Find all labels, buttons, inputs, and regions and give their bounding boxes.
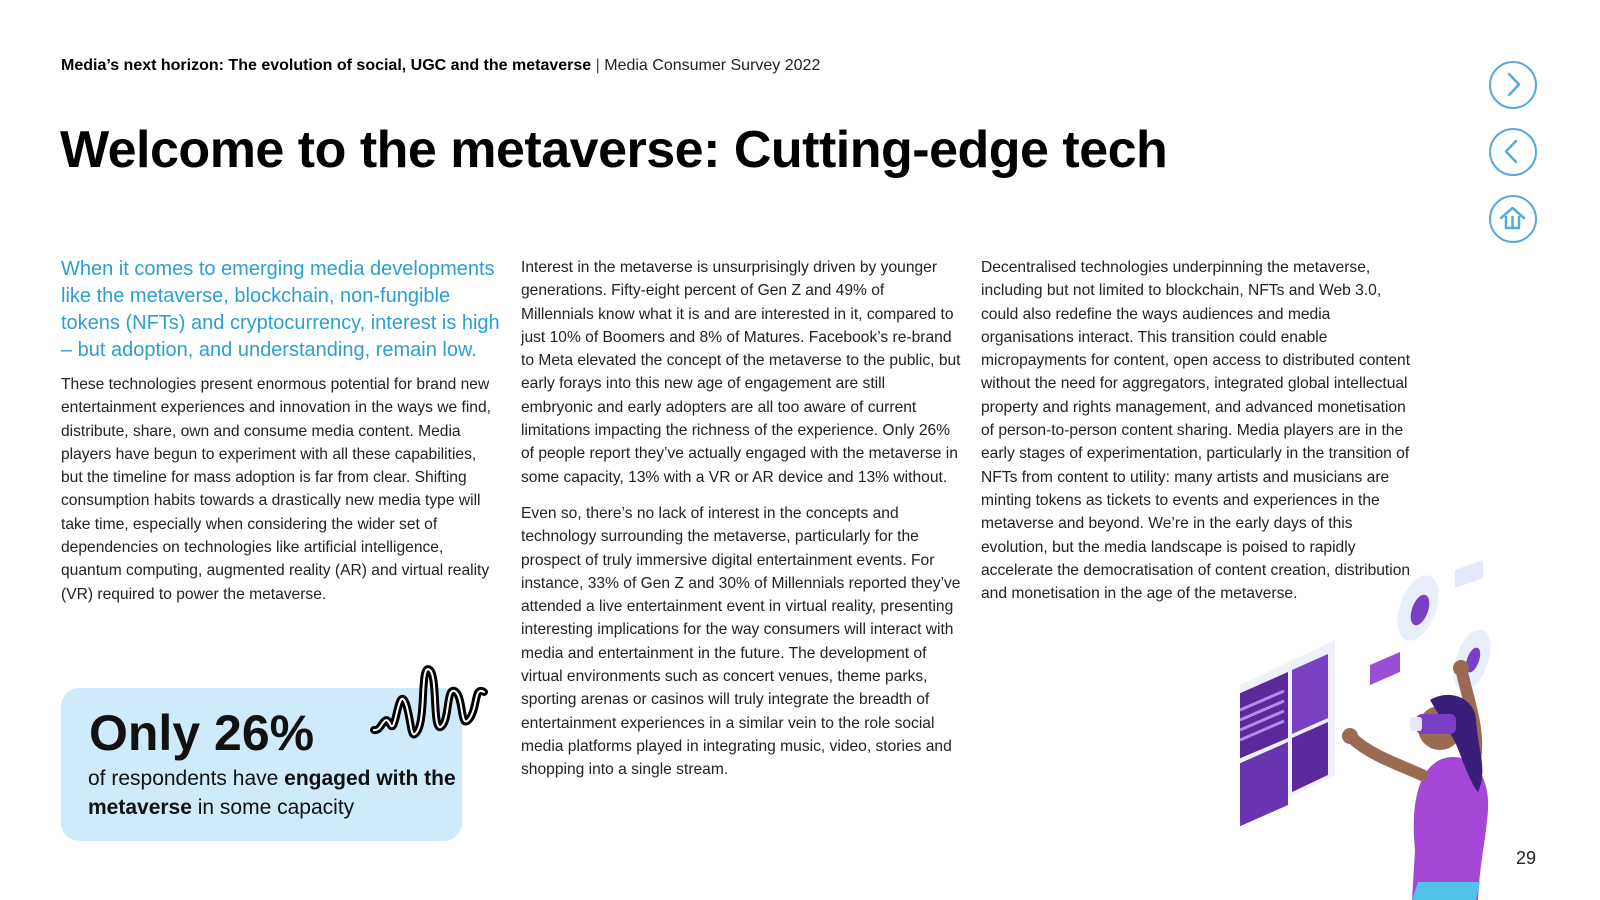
previous-page-button[interactable] [1489,128,1537,176]
vr-user-illustration [1240,560,1510,900]
page-title: Welcome to the metaverse: Cutting-edge tech [60,121,1168,179]
right-paragraph-1: Decentralised technologies underpinning the metaverse, including but not limited to blockchain, NFTs and Web 3.0, could also redefine the ways audiences and media organisations interact. This transition could enable micropayments for content, open access to distributed content without the need for aggregators, integrated global intellectual property and rights management, and advanced monetisation of person-to-person content sharing. Media players are in the early stages of experimentation, particularly in the transition of NFTs from content to utility: many artists and musicians are minting tokens as tickets to events and experiences in the metaverse and beyond. We’re in the early days of this evolution, but the media landscape is poised to rapidly accelerate the democratisation of content creation, distribution and monetisation in the age of the metaverse. [981,259,1411,603]
report-title: Media’s next horizon: The evolution of social, UGC and the metaverse [61,57,592,74]
intro-lead: When it comes to emerging media developments like the metaverse, blockchain, non-fungible tokens (NFTs) and cryptocurrency, interest is high – but adoption, and understanding, remain low. [61,258,500,361]
intro-body: These technologies present enormous potential for brand new entertainment experiences and innovation in the ways we find, distribute, share, own and consume media content. Media players have begun to experiment with all these capabilities, but the timeline for mass adoption is far from clear. Shifting consumption habits towards a drastically new media type will take time, especially when considering the wider set of dependencies on technologies like artificial intelligence, quantum computing, augmented reality (AR) and virtual reality (VR) required to power the metaverse. [61,376,491,603]
stat-text-bold: engaged with the metaverse [88,767,456,819]
stat-description [88,764,458,822]
report-header [61,57,820,75]
next-page-button[interactable] [1489,61,1537,109]
home-icon [1491,197,1534,240]
chevron-left-icon [1491,130,1534,173]
right-column [981,256,1421,605]
intro-column [61,256,501,606]
stat-headline: Only 26% [89,705,315,761]
survey-name: Media Consumer Survey 2022 [604,57,821,74]
stat-text-after: in some capacity [191,796,355,819]
middle-paragraph-1: Interest in the metaverse is unsurprisingly driven by younger generations. Fifty-eight percent of Gen Z and 49% of Millennials know what it is and are interested in it, compared to just 10% of Boomers and 8% of Matures. Facebook’s re-brand to Meta elevated the concept of the metaverse to the public, but early forays into this new age of engagement are still embryonic and early adopters are all too aware of current limitations impacting the richness of the experience. Only 26% of people report they’ve actually engaged with the metaverse in some capacity, 13% with a VR or AR device and 13% without. [521,259,961,486]
middle-column [521,256,961,782]
chevron-right-icon [1491,63,1534,106]
home-button[interactable] [1489,195,1537,243]
header-separator: | [595,57,600,74]
squiggle-decoration [370,652,490,752]
middle-paragraph-2: Even so, there’s no lack of interest in the concepts and technology surrounding the metaverse, particularly for the prospect of truly immersive digital entertainment events. For instance, 33% of Gen Z and 30% of Millennials reported they’ve attended a live entertainment event in virtual reality, presenting interesting implications for the way consumers will interact with media and entertainment in the future. The development of virtual environments such as concert venues, theme parks, sporting arenas or casinos will truly integrate the breadth of entertainment experiences in a similar vein to the role social media platforms played in integrating music, video, stories and shopping into a single stream. [521,504,961,779]
stat-text-before: of respondents have [88,767,285,790]
page-number: 29 [1516,848,1537,868]
